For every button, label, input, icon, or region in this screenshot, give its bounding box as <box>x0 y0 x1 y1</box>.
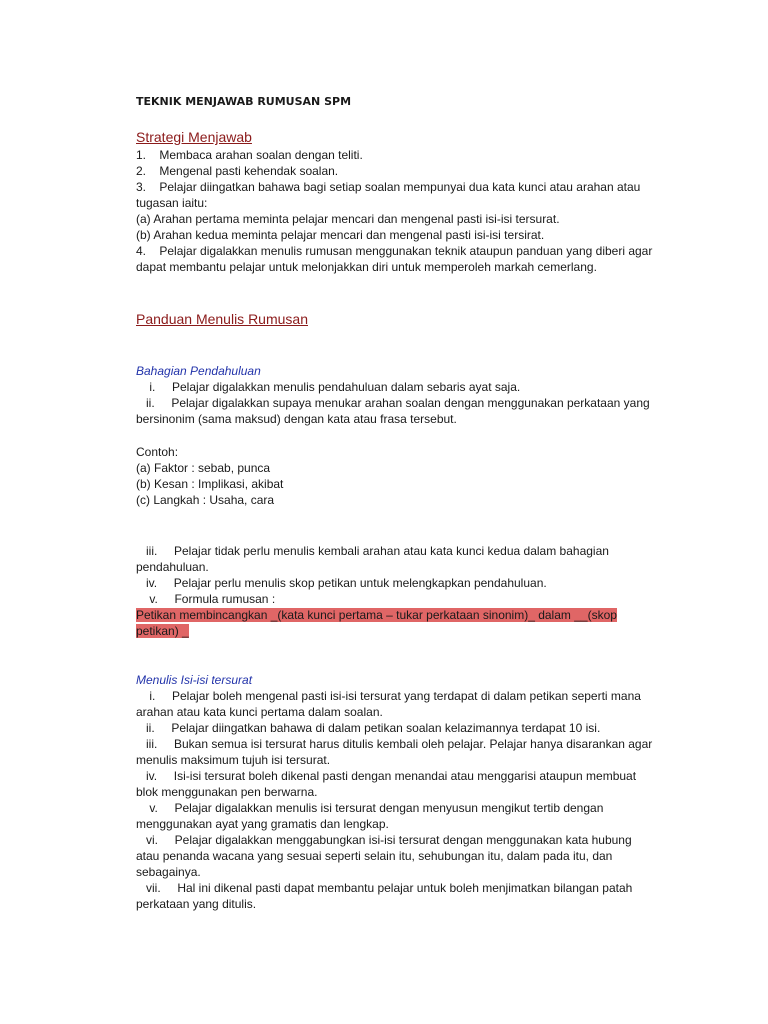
pendahuluan-line: bersinonim (sama maksud) dengan kata atau frasa tersebut. <box>136 412 457 426</box>
contoh-line: (b) Kesan : Implikasi, akibat <box>136 477 284 491</box>
formula-line-2: petikan) _ <box>136 624 189 638</box>
pendahuluan-points <box>136 379 681 427</box>
pendahuluan-line: i. Pelajar digalakkan menulis pendahuluan dalam sebaris ayat saja. <box>136 380 521 394</box>
strategi-line: (b) Arahan kedua meminta pelajar mencari dan mengenal pasti isi-isi tersirat. <box>136 228 545 242</box>
contoh-line: (c) Langkah : Usaha, cara <box>136 493 275 507</box>
strategi-line: tugasan iaitu: <box>136 196 208 210</box>
strategi-line: (a) Arahan pertama meminta pelajar mencari dan mengenal pasti isi-isi tersurat. <box>136 212 560 226</box>
formula-line-1: Petikan membincangkan _(kata kunci pertama – tukar perkataan sinonim)_ dalam __(skop <box>136 608 617 622</box>
isi-line: arahan atau kata kunci pertama dalam soalan. <box>136 705 383 719</box>
pendahuluan-line: iii. Pelajar tidak perlu menulis kembali arahan atau kata kunci kedua dalam bahagian <box>136 544 609 558</box>
isi-line: menggunakan ayat yang gramatis dan lengkap. <box>136 817 389 831</box>
isi-line: menulis maksimum tujuh isi tersurat. <box>136 753 331 767</box>
pendahuluan-line: pendahuluan. <box>136 560 209 574</box>
isi-line: v. Pelajar digalakkan menulis isi tersurat dengan menyusun mengikut tertib dengan <box>136 801 604 815</box>
contoh-line: (a) Faktor : sebab, punca <box>136 461 271 475</box>
section-heading-strategi: Strategi Menjawab <box>136 129 252 145</box>
isi-line: ii. Pelajar diingatkan bahawa di dalam petikan soalan kelazimannya terdapat 10 isi. <box>136 721 601 735</box>
strategi-line: 2. Mengenal pasti kehendak soalan. <box>136 164 339 178</box>
isi-line: blok menggunakan pen berwarna. <box>136 785 318 799</box>
strategi-line: dapat membantu pelajar untuk melonjakkan diri untuk memperoleh markah cemerlang. <box>136 260 597 274</box>
isi-line: iii. Bukan semua isi tersurat harus ditulis kembali oleh pelajar. Pelajar hanya disarankan agar <box>136 737 653 751</box>
isi-line: sebagainya. <box>136 865 201 879</box>
isi-line: perkataan yang ditulis. <box>136 897 257 911</box>
contoh-block <box>136 444 681 508</box>
isi-line: vii. Hal ini dikenal pasti dapat membantu pelajar untuk boleh menjimatkan bilangan patah <box>136 881 633 895</box>
subheading-pendahuluan: Bahagian Pendahuluan <box>136 364 261 378</box>
document-title: TEKNIK MENJAWAB RUMUSAN SPM <box>136 95 352 108</box>
isi-tersurat-points <box>136 688 681 912</box>
contoh-line: Contoh: <box>136 445 179 459</box>
pendahuluan-line: ii. Pelajar digalakkan supaya menukar arahan soalan dengan menggunakan perkataan yang <box>136 396 650 410</box>
pendahuluan-line: iv. Pelajar perlu menulis skop petikan untuk melengkapkan pendahuluan. <box>136 576 547 590</box>
section-heading-panduan: Panduan Menulis Rumusan <box>136 311 308 327</box>
isi-line: atau penanda wacana yang sesuai seperti selain itu, sehubungan itu, dalam pada itu, dan <box>136 849 613 863</box>
pendahuluan-line: v. Formula rumusan : <box>136 592 276 606</box>
strategi-line: 4. Pelajar digalakkan menulis rumusan menggunakan teknik ataupun panduan yang diberi agar <box>136 244 653 258</box>
strategi-list <box>136 147 681 275</box>
strategi-line: 1. Membaca arahan soalan dengan teliti. <box>136 148 363 162</box>
isi-line: i. Pelajar boleh mengenal pasti isi-isi tersurat yang terdapat di dalam petikan seperti mana <box>136 689 641 703</box>
strategi-line: 3. Pelajar diingatkan bahawa bagi setiap soalan mempunyai dua kata kunci atau arahan atau <box>136 180 641 194</box>
subheading-isi-tersurat: Menulis Isi-isi tersurat <box>136 673 253 687</box>
isi-line: vi. Pelajar digalakkan menggabungkan isi-isi tersurat dengan menggunakan kata hubung <box>136 833 632 847</box>
isi-line: iv. Isi-isi tersurat boleh dikenal pasti dengan menandai atau menggarisi ataupun membuat <box>136 769 637 783</box>
formula-rumusan <box>136 607 681 639</box>
pendahuluan-points-continued <box>136 543 681 607</box>
